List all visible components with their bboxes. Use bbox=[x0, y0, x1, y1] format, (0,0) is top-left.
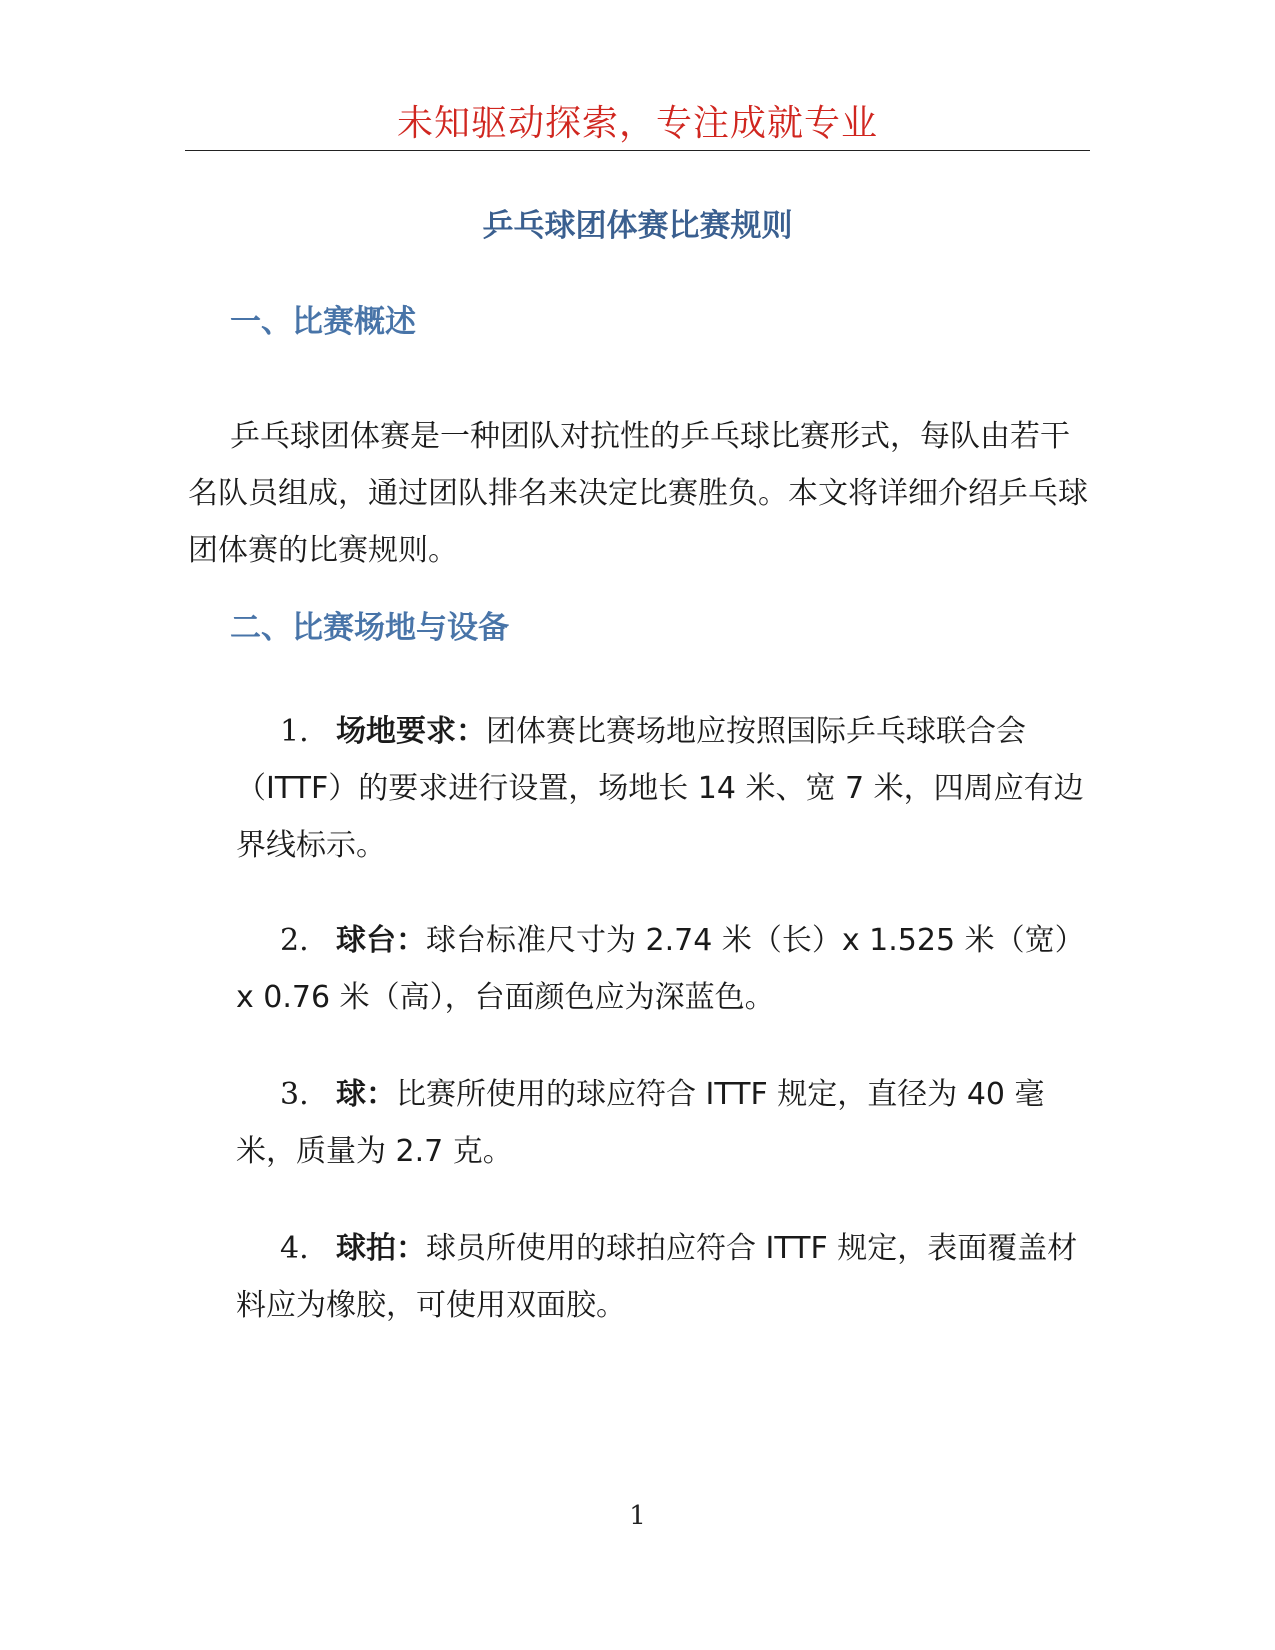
header-motto: 未知驱动探索，专注成就专业 bbox=[396, 103, 878, 144]
list-item-text: 球员所使用的球拍应符合 ITTF 规定，表面覆盖材料应为橡胶，可使用双面胶。 bbox=[236, 1231, 1078, 1323]
list-item-racket bbox=[236, 1220, 1086, 1334]
list-item-text: 团体赛比赛场地应按照国际乒乓球联合会（ITTF）的要求进行设置，场地长 14 米、宽 7 米，四周应有边界线标示。 bbox=[236, 714, 1084, 863]
header-divider bbox=[185, 150, 1090, 151]
list-item-number: 3. bbox=[280, 1077, 309, 1112]
list-item-text: 球台标准尺寸为 2.74 米（长）x 1.525 米（宽）x 0.76 米（高），台面颜色应为深蓝色。 bbox=[236, 923, 1085, 1015]
list-item-number: 1. bbox=[280, 714, 309, 749]
list-item-text: 比赛所使用的球应符合 ITTF 规定，直径为 40 毫米，质量为 2.7 克。 bbox=[236, 1077, 1045, 1169]
list-item-number: 2. bbox=[280, 923, 309, 958]
list-item-venue bbox=[236, 703, 1086, 874]
page-number: 1 bbox=[629, 1501, 646, 1531]
list-item-number: 4. bbox=[280, 1231, 309, 1266]
list-item-term: 球： bbox=[336, 1077, 396, 1112]
section-heading-venue-equipment: 二、比赛场地与设备 bbox=[230, 610, 509, 646]
list-item-term: 场地要求： bbox=[336, 714, 486, 749]
list-item-term: 球台： bbox=[336, 923, 426, 958]
list-item-ball bbox=[236, 1066, 1086, 1180]
overview-paragraph: 乒乓球团体赛是一种团队对抗性的乒乓球比赛形式，每队由若干名队员组成，通过团队排名来决定比赛胜负。本文将详细介绍乒乓球团体赛的比赛规则。 bbox=[188, 419, 1088, 568]
section-heading-overview: 一、比赛概述 bbox=[230, 304, 416, 340]
list-item-term: 球拍： bbox=[336, 1231, 426, 1266]
document-title: 乒乓球团体赛比赛规则 bbox=[482, 208, 793, 244]
list-item-table bbox=[236, 912, 1086, 1026]
